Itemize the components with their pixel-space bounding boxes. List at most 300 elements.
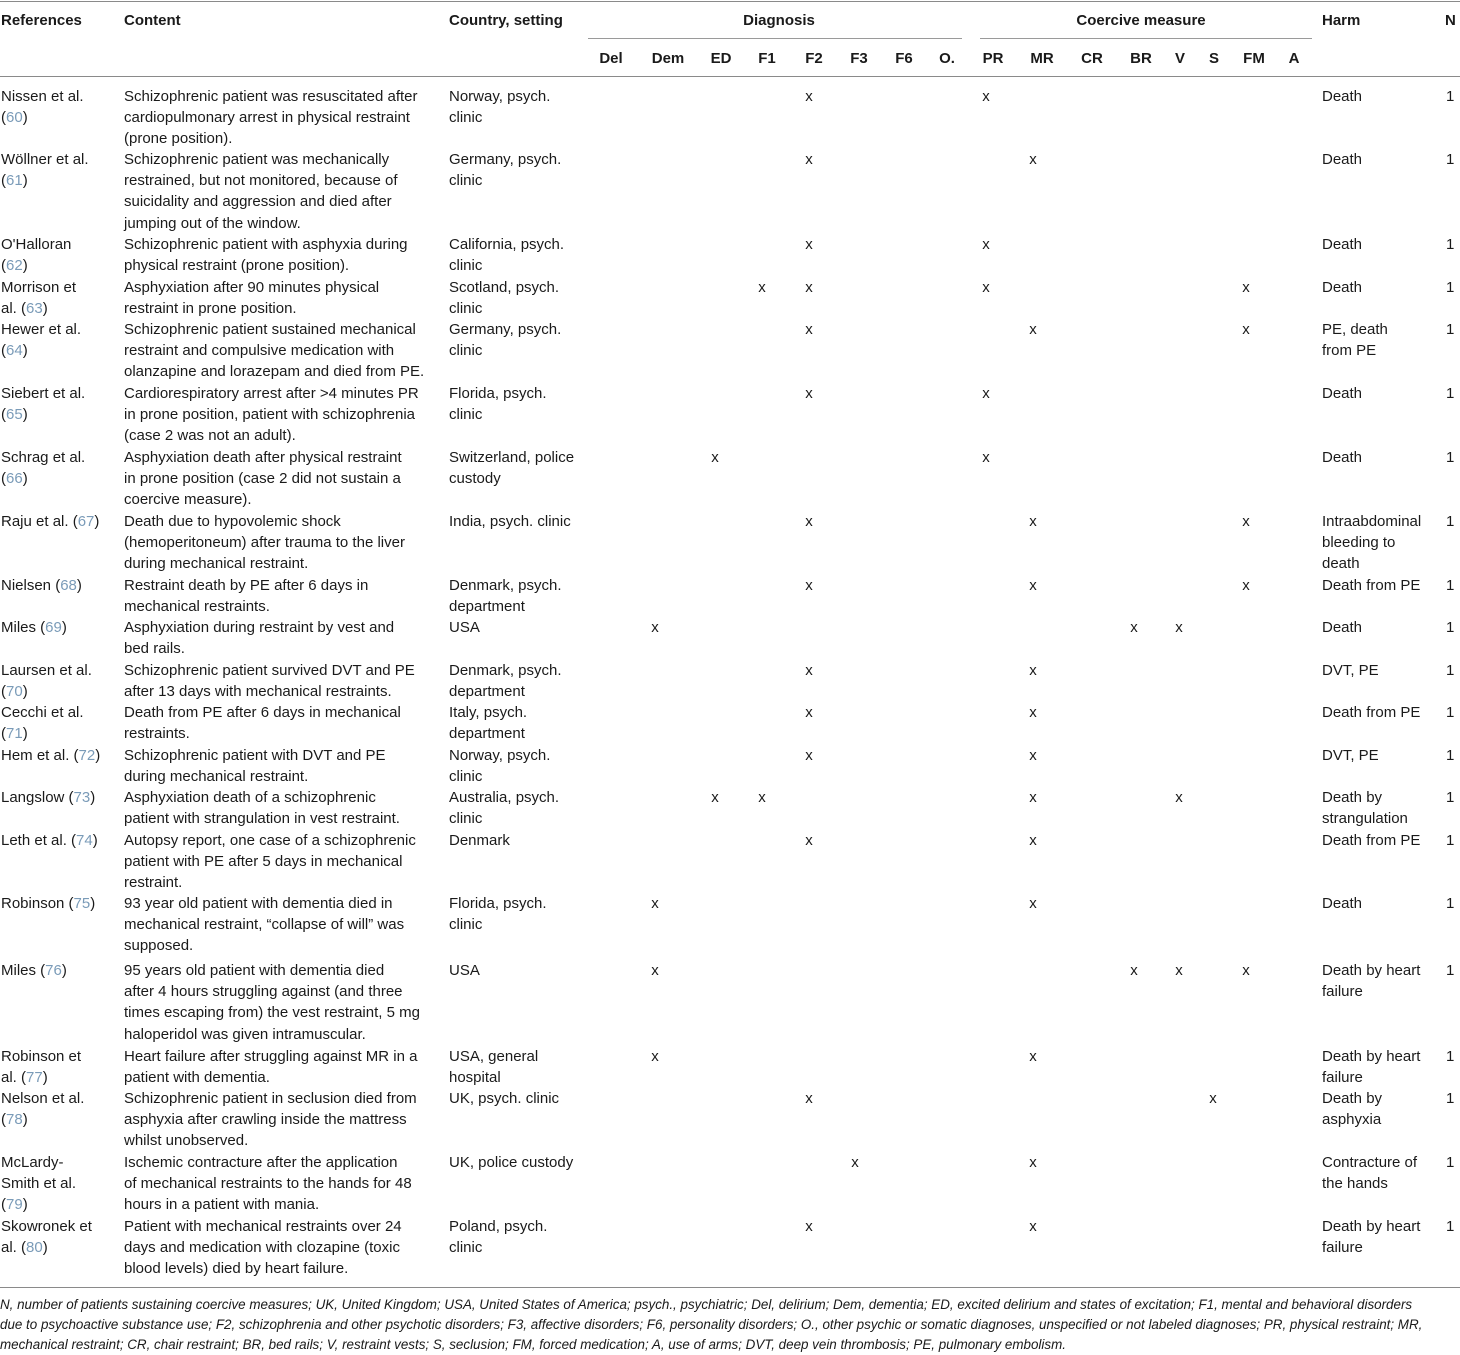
mark-br: x xyxy=(1130,619,1138,636)
reference-citation xyxy=(1,468,85,489)
reference-link[interactable]: 66 xyxy=(6,470,23,488)
harm-cell-line: Death by xyxy=(1322,789,1383,806)
n-cell: 1 xyxy=(1446,662,1455,679)
country-cell-line: clinic xyxy=(449,1239,483,1257)
reference-citation xyxy=(1,340,81,361)
mark-mr: x xyxy=(1029,1048,1037,1065)
country-cell-line: clinic xyxy=(449,109,483,127)
reference-link[interactable]: 74 xyxy=(76,832,93,849)
mark-v: x xyxy=(1175,789,1183,806)
harm-cell-line: the hands xyxy=(1322,1175,1388,1193)
content-cell xyxy=(124,830,416,894)
reference-text: Siebert et al. xyxy=(1,385,86,402)
reference-cell xyxy=(1,383,85,425)
col-header-references: References xyxy=(1,12,82,29)
subheader-pr: PR xyxy=(982,50,1004,67)
harm-cell-line: failure xyxy=(1322,1239,1363,1257)
harm-cell xyxy=(1322,319,1388,361)
harm-cell-line: PE, death xyxy=(1322,321,1388,338)
reference-text: ) xyxy=(22,1111,28,1129)
mark-pr: x xyxy=(982,449,990,466)
harm-cell xyxy=(1322,702,1420,723)
reference-link[interactable]: 64 xyxy=(6,342,23,360)
reference-cell xyxy=(1,1046,81,1088)
table-bottom-rule xyxy=(0,1287,1460,1288)
content-cell-line: patient with dementia. xyxy=(124,1069,270,1087)
harm-cell-line: Death xyxy=(1322,385,1363,402)
content-cell-line: times escaping from) the vest restraint, 5 mg xyxy=(124,1004,420,1022)
reference-cell xyxy=(1,960,67,981)
reference-text: ) xyxy=(90,895,96,912)
reference-link[interactable]: 79 xyxy=(6,1196,23,1214)
content-cell-line: restraint. xyxy=(124,874,183,892)
country-cell xyxy=(449,86,550,128)
reference-text: ) xyxy=(22,109,28,127)
reference-text: ) xyxy=(22,257,28,275)
reference-text: ( xyxy=(1,1111,6,1129)
n-cell: 1 xyxy=(1446,1090,1455,1107)
reference-link[interactable]: 72 xyxy=(78,747,96,764)
reference-text: Miles ( xyxy=(1,962,46,979)
n-cell: 1 xyxy=(1446,513,1455,530)
reference-link[interactable]: 80 xyxy=(26,1239,43,1257)
mark-mr: x xyxy=(1029,832,1037,849)
mark-dem: x xyxy=(651,895,659,912)
mark-f2: x xyxy=(805,385,813,402)
n-cell: 1 xyxy=(1446,279,1455,296)
reference-text: ) xyxy=(42,1239,48,1257)
content-cell-line: blood levels) died by heart failure. xyxy=(124,1260,349,1278)
mark-mr: x xyxy=(1029,151,1037,168)
country-cell-line: department xyxy=(449,598,525,616)
n-cell: 1 xyxy=(1446,88,1455,105)
reference-link[interactable]: 71 xyxy=(6,725,23,743)
n-cell: 1 xyxy=(1446,236,1455,253)
reference-text: O'Halloran xyxy=(1,236,72,253)
content-cell xyxy=(124,1046,417,1088)
country-cell-line: clinic xyxy=(449,768,483,786)
content-cell-line: suicidality and aggression and died after xyxy=(124,193,392,211)
mark-fm: x xyxy=(1242,577,1250,594)
content-cell-line: after 13 days with mechanical restraints. xyxy=(124,683,392,701)
mark-f2: x xyxy=(805,151,813,168)
content-cell-line: hours in a patient with mania. xyxy=(124,1196,320,1214)
content-cell-line: cardiopulmonary arrest in physical restraint xyxy=(124,109,410,127)
coercive-group-rule xyxy=(980,38,1312,39)
harm-cell-line: Death from PE xyxy=(1322,704,1421,721)
content-cell-line: restraint in prone position. xyxy=(124,300,297,318)
mark-mr: x xyxy=(1029,513,1037,530)
n-cell: 1 xyxy=(1446,832,1455,849)
content-cell-line: Heart failure after struggling against MR in a xyxy=(124,1048,418,1065)
reference-text: Langslow ( xyxy=(1,789,74,806)
content-cell-line: haloperidol was given intramuscular. xyxy=(124,1025,366,1043)
country-cell-line: custody xyxy=(449,470,501,488)
country-cell xyxy=(449,660,562,702)
content-cell xyxy=(124,149,398,234)
reference-text: Skowronek et xyxy=(1,1218,92,1235)
mark-f2: x xyxy=(805,88,813,105)
content-cell-line: whilst unobserved. xyxy=(124,1132,249,1150)
reference-link[interactable]: 76 xyxy=(45,962,62,979)
mark-mr: x xyxy=(1029,321,1037,338)
content-cell xyxy=(124,575,368,617)
content-cell xyxy=(124,617,394,659)
harm-cell-line: Death from PE xyxy=(1322,832,1421,849)
content-cell-line: mechanical restraint, “collapse of will” was xyxy=(124,916,405,934)
reference-text: ( xyxy=(1,172,6,190)
reference-text: Robinson ( xyxy=(1,895,74,912)
content-cell-line: physical restraint (prone position). xyxy=(124,257,350,275)
subheader-f3: F3 xyxy=(850,50,868,67)
subheader-o: O. xyxy=(939,50,955,67)
harm-cell-line: Death by heart xyxy=(1322,1048,1421,1065)
content-cell-line: Schizophrenic patient survived DVT and PE xyxy=(124,662,415,679)
mark-pr: x xyxy=(982,279,990,296)
subheader-dem: Dem xyxy=(651,50,685,67)
mark-f2: x xyxy=(805,1090,813,1107)
reference-text: Morrison et xyxy=(1,279,77,296)
n-cell: 1 xyxy=(1446,1218,1455,1235)
mark-mr: x xyxy=(1029,577,1037,594)
content-cell-line: olanzapine and lorazepam and died from PE. xyxy=(124,363,425,381)
country-cell-line: Denmark, psych. xyxy=(449,577,562,594)
content-cell-line: Schizophrenic patient in seclusion died from xyxy=(124,1090,417,1107)
mark-fm: x xyxy=(1242,279,1250,296)
country-cell-line: Australia, psych. xyxy=(449,789,560,806)
country-cell-line: UK, police custody xyxy=(449,1154,574,1171)
mark-dem: x xyxy=(651,962,659,979)
content-cell xyxy=(124,1152,412,1216)
reference-link[interactable]: 75 xyxy=(73,895,91,912)
reference-text: ( xyxy=(1,109,6,127)
mark-mr: x xyxy=(1029,1218,1037,1235)
content-cell xyxy=(124,660,415,702)
content-cell xyxy=(124,1088,417,1152)
n-cell: 1 xyxy=(1446,747,1455,764)
mark-pr: x xyxy=(982,88,990,105)
content-cell xyxy=(124,511,405,575)
country-cell-line: department xyxy=(449,683,525,701)
reference-cell xyxy=(1,234,71,276)
harm-cell xyxy=(1322,511,1421,575)
reference-cell xyxy=(1,277,76,319)
content-cell-line: jumping out of the window. xyxy=(124,214,301,232)
header-bottom-rule xyxy=(0,76,1460,77)
country-cell-line: clinic xyxy=(449,916,483,934)
n-cell: 1 xyxy=(1446,577,1455,594)
harm-cell-line: bleeding to xyxy=(1322,534,1396,552)
footnote-line: N, number of patients sustaining coercive measures; UK, United Kingdom; USA, United States of America; psych., psychiatric; Del, delirium; Dem, dementia; ED, excited delirium and states of excitation; F1, mental and behavioral disorders xyxy=(0,1297,1413,1312)
mark-f2: x xyxy=(805,279,813,296)
harm-cell xyxy=(1322,1088,1382,1130)
reference-text: Laursen et al. xyxy=(1,662,92,679)
content-cell xyxy=(124,86,418,150)
harm-cell xyxy=(1322,745,1379,766)
harm-cell-line: death xyxy=(1322,555,1360,573)
reference-cell xyxy=(1,702,84,744)
n-cell: 1 xyxy=(1446,1048,1455,1065)
reference-cell xyxy=(1,86,84,128)
content-cell xyxy=(124,383,419,447)
col-header-country: Country, setting xyxy=(449,12,563,29)
reference-citation xyxy=(1,787,95,808)
harm-cell-line: Death by heart xyxy=(1322,962,1421,979)
content-cell xyxy=(124,319,424,383)
content-cell-line: during mechanical restraint. xyxy=(124,555,309,573)
content-cell-line: days and medication with clozapine (toxic xyxy=(124,1239,400,1257)
harm-cell-line: Death xyxy=(1322,151,1363,168)
subheader-ed: ED xyxy=(710,50,732,67)
col-header-coercive-measure: Coercive measure xyxy=(1076,12,1206,29)
reference-text: ) xyxy=(42,1069,48,1087)
reference-citation xyxy=(1,723,84,744)
reference-link[interactable]: 60 xyxy=(6,109,23,127)
reference-citation xyxy=(1,745,100,766)
country-cell-line: Denmark xyxy=(449,832,510,849)
mark-pr: x xyxy=(982,385,990,402)
reference-text: Robinson et xyxy=(1,1048,82,1065)
harm-cell-line: Death xyxy=(1322,895,1363,912)
n-cell: 1 xyxy=(1446,385,1455,402)
content-cell xyxy=(124,234,408,276)
country-cell xyxy=(449,702,527,744)
reference-cell xyxy=(1,511,99,532)
reference-text: ) xyxy=(92,832,98,849)
reference-citation xyxy=(1,298,76,319)
mark-pr: x xyxy=(982,236,990,253)
content-cell-line: bed rails. xyxy=(124,640,185,658)
country-cell-line: clinic xyxy=(449,810,483,828)
harm-cell-line: Death by xyxy=(1322,1090,1383,1107)
reference-link[interactable]: 61 xyxy=(6,172,23,190)
table-top-rule xyxy=(0,1,1460,2)
reference-text: ( xyxy=(1,1196,6,1214)
harm-cell xyxy=(1322,383,1362,404)
content-cell-line: restraints. xyxy=(124,725,190,743)
footnote-line: due to psychoactive substance use; F2, schizophrenia and other psychotic disorders; F3, affective disorders; F6, personality disorders; O., other psychic or somatic diagnoses, unspecified or not labeled diagnoses; PR, physical restraint; MR, xyxy=(0,1317,1423,1332)
subheader-br: BR xyxy=(1130,50,1152,67)
reference-citation xyxy=(1,960,67,981)
reference-cell xyxy=(1,660,92,702)
content-cell-line: supposed. xyxy=(124,937,194,955)
content-cell-line: Autopsy report, one case of a schizophrenic xyxy=(124,832,416,849)
reference-link[interactable]: 77 xyxy=(26,1069,43,1087)
reference-text: ( xyxy=(1,257,6,275)
reference-text: al. ( xyxy=(1,300,27,318)
reference-text: Nissen et al. xyxy=(1,88,84,105)
mark-f2: x xyxy=(805,321,813,338)
mark-br: x xyxy=(1130,962,1138,979)
reference-link[interactable]: 78 xyxy=(6,1111,23,1129)
reference-text: ) xyxy=(22,470,28,488)
reference-text: ) xyxy=(22,172,28,190)
reference-link[interactable]: 63 xyxy=(26,300,43,318)
content-cell xyxy=(124,960,420,1045)
country-cell-line: Denmark, psych. xyxy=(449,662,562,679)
mark-v: x xyxy=(1175,619,1183,636)
country-cell-line: department xyxy=(449,725,525,743)
n-cell: 1 xyxy=(1446,151,1455,168)
content-cell-line: in prone position (case 2 did not sustain a xyxy=(124,470,401,488)
reference-text: ) xyxy=(22,342,28,360)
country-cell xyxy=(449,319,561,361)
country-cell xyxy=(449,511,571,532)
reference-citation xyxy=(1,681,92,702)
subheader-f6: F6 xyxy=(895,50,913,67)
reference-link[interactable]: 67 xyxy=(77,513,95,530)
mark-f2: x xyxy=(805,513,813,530)
harm-cell-line: failure xyxy=(1322,1069,1363,1087)
mark-dem: x xyxy=(651,619,659,636)
reference-text: Schrag et al. xyxy=(1,449,86,466)
mark-f2: x xyxy=(805,747,813,764)
reference-citation xyxy=(1,255,71,276)
col-header-harm: Harm xyxy=(1322,12,1361,29)
content-cell-line: Asphyxiation death after physical restraint xyxy=(124,449,402,466)
harm-cell xyxy=(1322,234,1362,255)
col-header-n: N xyxy=(1445,12,1456,29)
mark-f2: x xyxy=(805,577,813,594)
country-cell-line: hospital xyxy=(449,1069,501,1087)
reference-cell xyxy=(1,830,98,851)
mark-mr: x xyxy=(1029,1154,1037,1171)
harm-cell xyxy=(1322,960,1420,1002)
n-cell: 1 xyxy=(1446,449,1455,466)
reference-text: ) xyxy=(61,619,67,636)
subheader-fm: FM xyxy=(1243,50,1265,67)
reference-text: Miles ( xyxy=(1,619,46,636)
reference-cell xyxy=(1,745,100,766)
reference-citation xyxy=(1,1194,76,1215)
reference-link[interactable]: 69 xyxy=(45,619,62,636)
content-cell-line: Ischemic contracture after the application xyxy=(124,1154,398,1171)
harm-cell-line: failure xyxy=(1322,983,1363,1001)
reference-link[interactable]: 62 xyxy=(6,257,23,275)
content-cell-line: Schizophrenic patient with asphyxia during xyxy=(124,236,408,253)
content-cell-line: Cardiorespiratory arrest after >4 minutes PR xyxy=(124,385,419,402)
reference-text: ) xyxy=(95,747,101,764)
harm-cell-line: from PE xyxy=(1322,342,1377,360)
content-cell-line: coercive measure). xyxy=(124,491,252,509)
mark-v: x xyxy=(1175,962,1183,979)
reference-text: ( xyxy=(1,470,6,488)
harm-cell xyxy=(1322,893,1362,914)
reference-link[interactable]: 65 xyxy=(6,406,23,424)
country-cell xyxy=(449,745,550,787)
harm-cell xyxy=(1322,447,1362,468)
mark-ed: x xyxy=(711,449,719,466)
mark-mr: x xyxy=(1029,789,1037,806)
content-cell-line: Restraint death by PE after 6 days in xyxy=(124,577,369,594)
harm-cell-line: Contracture of xyxy=(1322,1154,1418,1171)
reference-text: ( xyxy=(1,342,6,360)
reference-citation xyxy=(1,1109,84,1130)
reference-text: ( xyxy=(1,683,6,701)
country-cell-line: UK, psych. clinic xyxy=(449,1090,560,1107)
harm-cell xyxy=(1322,660,1379,681)
country-cell xyxy=(449,383,547,425)
country-cell xyxy=(449,893,547,935)
n-cell: 1 xyxy=(1446,619,1455,636)
country-cell xyxy=(449,960,480,981)
reference-text: ) xyxy=(22,1196,28,1214)
country-cell-line: clinic xyxy=(449,257,483,275)
country-cell-line: clinic xyxy=(449,406,483,424)
mark-f2: x xyxy=(805,1218,813,1235)
reference-citation xyxy=(1,1237,92,1258)
n-cell: 1 xyxy=(1446,321,1455,338)
reference-citation xyxy=(1,830,98,851)
content-cell xyxy=(124,1216,402,1280)
reference-link[interactable]: 73 xyxy=(73,789,91,806)
country-cell xyxy=(449,787,559,829)
mark-f3: x xyxy=(851,1154,859,1171)
mark-s: x xyxy=(1209,1090,1217,1107)
country-cell-line: India, psych. clinic xyxy=(449,513,571,530)
harm-cell-line: asphyxia xyxy=(1322,1111,1382,1129)
mark-f2: x xyxy=(805,832,813,849)
content-cell-line: of mechanical restraints to the hands for 48 xyxy=(124,1175,412,1193)
reference-cell xyxy=(1,1088,84,1130)
reference-text: Nielsen ( xyxy=(1,577,61,594)
subheader-f2: F2 xyxy=(805,50,823,67)
country-cell-line: USA, general xyxy=(449,1048,539,1065)
reference-text: Hewer et al. xyxy=(1,321,82,338)
country-cell-line: clinic xyxy=(449,300,483,318)
footnote-line: mechanical restraint; CR, chair restraint; BR, bed rails; V, restraint vests; S, seclusion; FM, forced medication; A, use of arms; DVT, deep vein thrombosis; PE, pulmonary embolism. xyxy=(0,1337,1066,1352)
content-cell-line: patient with PE after 5 days in mechanical xyxy=(124,853,403,871)
reference-text: Leth et al. ( xyxy=(1,832,77,849)
content-cell xyxy=(124,745,386,787)
content-cell xyxy=(124,277,379,319)
reference-text: Nelson et al. xyxy=(1,1090,85,1107)
country-cell xyxy=(449,575,562,617)
country-cell xyxy=(449,1046,538,1088)
content-cell-line: 95 years old patient with dementia died xyxy=(124,962,385,979)
subheader-v: V xyxy=(1174,50,1185,67)
country-cell-line: Scotland, psych. xyxy=(449,279,560,296)
harm-cell xyxy=(1322,1216,1420,1258)
reference-link[interactable]: 70 xyxy=(6,683,23,701)
country-cell-line: Italy, psych. xyxy=(449,704,528,721)
content-cell-line: Schizophrenic patient with DVT and PE xyxy=(124,747,386,764)
harm-cell xyxy=(1322,575,1420,596)
mark-mr: x xyxy=(1029,747,1037,764)
harm-cell xyxy=(1322,1152,1417,1194)
reference-text: ( xyxy=(1,406,6,424)
reference-cell xyxy=(1,893,95,914)
reference-citation xyxy=(1,893,95,914)
harm-cell-line: DVT, PE xyxy=(1322,662,1379,679)
reference-text: Hem et al. ( xyxy=(1,747,79,764)
mark-f2: x xyxy=(805,704,813,721)
reference-cell xyxy=(1,447,85,489)
content-cell-line: during mechanical restraint. xyxy=(124,768,309,786)
reference-text: Cecchi et al. xyxy=(1,704,84,721)
harm-cell xyxy=(1322,277,1362,298)
harm-cell xyxy=(1322,617,1362,638)
mark-mr: x xyxy=(1029,704,1037,721)
content-cell-line: Schizophrenic patient was mechanically xyxy=(124,151,390,168)
reference-text: ) xyxy=(22,725,28,743)
content-cell xyxy=(124,447,402,511)
content-cell-line: Death due to hypovolemic shock xyxy=(124,513,341,530)
content-cell-line: Asphyxiation after 90 minutes physical xyxy=(124,279,380,296)
content-cell-line: (case 2 was not an adult). xyxy=(124,427,296,445)
reference-text: ( xyxy=(1,725,6,743)
reference-link[interactable]: 68 xyxy=(60,577,77,594)
